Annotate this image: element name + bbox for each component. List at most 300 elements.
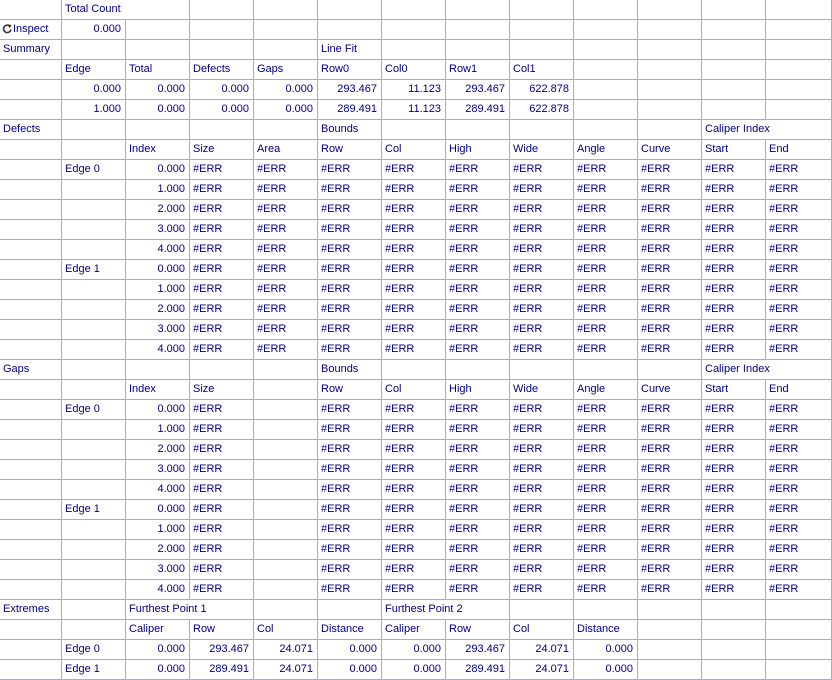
cell-r25-c11[interactable] [702, 500, 766, 520]
cell-r9-c6[interactable] [382, 180, 446, 200]
cell-r1-c12[interactable] [766, 20, 832, 40]
cell-r24-c8[interactable] [510, 480, 574, 500]
cell-r4-c11[interactable] [702, 80, 766, 100]
cell-r7-c3[interactable] [190, 140, 254, 160]
cell-r8-c11[interactable] [702, 160, 766, 180]
cell-r11-c0[interactable] [0, 220, 62, 240]
cell-r12-c3[interactable] [190, 240, 254, 260]
cell-r32-c1[interactable] [62, 640, 126, 660]
cell-r8-c2[interactable] [126, 160, 190, 180]
cell-r18-c11[interactable] [702, 360, 832, 380]
cell-r33-c11[interactable] [702, 660, 766, 680]
cell-r14-c4[interactable] [254, 280, 318, 300]
cell-r10-c11[interactable] [702, 200, 766, 220]
cell-r2-c10[interactable] [638, 40, 702, 60]
cell-r3-c5[interactable] [318, 60, 382, 80]
cell-r18-c0[interactable] [0, 360, 62, 380]
cell-r7-c10[interactable] [638, 140, 702, 160]
cell-r17-c3[interactable] [190, 340, 254, 360]
cell-r29-c2[interactable] [126, 580, 190, 600]
cell-r7-c6[interactable] [382, 140, 446, 160]
cell-r7-c0[interactable] [0, 140, 62, 160]
cell-r0-c6[interactable] [382, 0, 446, 20]
cell-r30-c5[interactable] [318, 600, 382, 620]
cell-r3-c3[interactable] [190, 60, 254, 80]
cell-r29-c1[interactable] [62, 580, 126, 600]
cell-r0-c11[interactable] [702, 0, 766, 20]
cell-r8-c5[interactable] [318, 160, 382, 180]
cell-r8-c1[interactable] [62, 160, 126, 180]
cell-r27-c6[interactable] [382, 540, 446, 560]
cell-r15-c1[interactable] [62, 300, 126, 320]
cell-r30-c9[interactable] [574, 600, 638, 620]
cell-r28-c4[interactable] [254, 560, 318, 580]
cell-r21-c9[interactable] [574, 420, 638, 440]
cell-r13-c3[interactable] [190, 260, 254, 280]
cell-r18-c10[interactable] [638, 360, 702, 380]
cell-r23-c3[interactable] [190, 460, 254, 480]
cell-r31-c0[interactable] [0, 620, 62, 640]
cell-r15-c10[interactable] [638, 300, 702, 320]
cell-r28-c11[interactable] [702, 560, 766, 580]
cell-r31-c11[interactable] [702, 620, 766, 640]
cell-r19-c11[interactable] [702, 380, 766, 400]
cell-r24-c12[interactable] [766, 480, 832, 500]
cell-r30-c6[interactable] [382, 600, 510, 620]
cell-r16-c8[interactable] [510, 320, 574, 340]
cell-r29-c6[interactable] [382, 580, 446, 600]
cell-r19-c10[interactable] [638, 380, 702, 400]
cell-r5-c3[interactable] [190, 100, 254, 120]
cell-r29-c0[interactable] [0, 580, 62, 600]
cell-r20-c10[interactable] [638, 400, 702, 420]
cell-r27-c10[interactable] [638, 540, 702, 560]
cell-r31-c10[interactable] [638, 620, 702, 640]
cell-r7-c4[interactable] [254, 140, 318, 160]
cell-r8-c12[interactable] [766, 160, 832, 180]
cell-r33-c8[interactable] [510, 660, 574, 680]
cell-r24-c5[interactable] [318, 480, 382, 500]
cell-r5-c10[interactable] [638, 100, 702, 120]
cell-r29-c5[interactable] [318, 580, 382, 600]
cell-r25-c8[interactable] [510, 500, 574, 520]
cell-r14-c0[interactable] [0, 280, 62, 300]
cell-r9-c4[interactable] [254, 180, 318, 200]
cell-r17-c12[interactable] [766, 340, 832, 360]
cell-r1-c8[interactable] [510, 20, 574, 40]
cell-r8-c9[interactable] [574, 160, 638, 180]
cell-r5-c9[interactable] [574, 100, 638, 120]
cell-r32-c5[interactable] [318, 640, 382, 660]
cell-r1-c6[interactable] [382, 20, 446, 40]
cell-r4-c7[interactable] [446, 80, 510, 100]
cell-r30-c8[interactable] [510, 600, 574, 620]
cell-r3-c9[interactable] [574, 60, 638, 80]
cell-r0-c12[interactable] [766, 0, 832, 20]
cell-r4-c9[interactable] [574, 80, 638, 100]
cell-r11-c10[interactable] [638, 220, 702, 240]
cell-r17-c4[interactable] [254, 340, 318, 360]
cell-r11-c8[interactable] [510, 220, 574, 240]
cell-r22-c0[interactable] [0, 440, 62, 460]
cell-r32-c11[interactable] [702, 640, 766, 660]
cell-r18-c9[interactable] [574, 360, 638, 380]
cell-r31-c3[interactable] [190, 620, 254, 640]
cell-r7-c11[interactable] [702, 140, 766, 160]
cell-r9-c2[interactable] [126, 180, 190, 200]
cell-r9-c11[interactable] [702, 180, 766, 200]
cell-r31-c12[interactable] [766, 620, 832, 640]
cell-r14-c6[interactable] [382, 280, 446, 300]
cell-r26-c5[interactable] [318, 520, 382, 540]
cell-r9-c9[interactable] [574, 180, 638, 200]
cell-r4-c6[interactable] [382, 80, 446, 100]
cell-r7-c7[interactable] [446, 140, 510, 160]
cell-r4-c8[interactable] [510, 80, 574, 100]
cell-r20-c5[interactable] [318, 400, 382, 420]
cell-r8-c4[interactable] [254, 160, 318, 180]
cell-r2-c8[interactable] [510, 40, 574, 60]
cell-r25-c9[interactable] [574, 500, 638, 520]
cell-r19-c9[interactable] [574, 380, 638, 400]
cell-r1-c4[interactable] [254, 20, 318, 40]
cell-r22-c2[interactable] [126, 440, 190, 460]
cell-r30-c0[interactable] [0, 600, 62, 620]
cell-r23-c7[interactable] [446, 460, 510, 480]
cell-r3-c11[interactable] [702, 60, 766, 80]
cell-r28-c10[interactable] [638, 560, 702, 580]
cell-r32-c7[interactable] [446, 640, 510, 660]
cell-r10-c5[interactable] [318, 200, 382, 220]
cell-r27-c3[interactable] [190, 540, 254, 560]
cell-r3-c6[interactable] [382, 60, 446, 80]
cell-r32-c2[interactable] [126, 640, 190, 660]
cell-r32-c9[interactable] [574, 640, 638, 660]
cell-r27-c7[interactable] [446, 540, 510, 560]
cell-r33-c1[interactable] [62, 660, 126, 680]
cell-r20-c9[interactable] [574, 400, 638, 420]
cell-r0-c5[interactable] [318, 0, 382, 20]
cell-r22-c4[interactable] [254, 440, 318, 460]
cell-r22-c5[interactable] [318, 440, 382, 460]
cell-r12-c5[interactable] [318, 240, 382, 260]
cell-r3-c8[interactable] [510, 60, 574, 80]
cell-r19-c6[interactable] [382, 380, 446, 400]
cell-r15-c12[interactable] [766, 300, 832, 320]
cell-r16-c4[interactable] [254, 320, 318, 340]
cell-r3-c4[interactable] [254, 60, 318, 80]
cell-r20-c12[interactable] [766, 400, 832, 420]
cell-r31-c6[interactable] [382, 620, 446, 640]
cell-r11-c4[interactable] [254, 220, 318, 240]
cell-r26-c4[interactable] [254, 520, 318, 540]
cell-r6-c9[interactable] [574, 120, 638, 140]
cell-r19-c3[interactable] [190, 380, 254, 400]
cell-r24-c4[interactable] [254, 480, 318, 500]
cell-r22-c10[interactable] [638, 440, 702, 460]
cell-r14-c7[interactable] [446, 280, 510, 300]
cell-r14-c3[interactable] [190, 280, 254, 300]
cell-r13-c6[interactable] [382, 260, 446, 280]
cell-r3-c2[interactable] [126, 60, 190, 80]
cell-r24-c2[interactable] [126, 480, 190, 500]
cell-r30-c11[interactable] [702, 600, 766, 620]
cell-r9-c3[interactable] [190, 180, 254, 200]
cell-r10-c10[interactable] [638, 200, 702, 220]
cell-r22-c11[interactable] [702, 440, 766, 460]
cell-r24-c1[interactable] [62, 480, 126, 500]
cell-r26-c12[interactable] [766, 520, 832, 540]
cell-r5-c6[interactable] [382, 100, 446, 120]
cell-r23-c1[interactable] [62, 460, 126, 480]
cell-r32-c3[interactable] [190, 640, 254, 660]
cell-r23-c2[interactable] [126, 460, 190, 480]
cell-r12-c1[interactable] [62, 240, 126, 260]
cell-r8-c7[interactable] [446, 160, 510, 180]
cell-r9-c5[interactable] [318, 180, 382, 200]
cell-r1-c5[interactable] [318, 20, 382, 40]
cell-r19-c1[interactable] [62, 380, 126, 400]
cell-r0-c10[interactable] [638, 0, 702, 20]
cell-r1-c9[interactable] [574, 20, 638, 40]
cell-r11-c5[interactable] [318, 220, 382, 240]
cell-r28-c7[interactable] [446, 560, 510, 580]
cell-r0-c8[interactable] [510, 0, 574, 20]
cell-r32-c0[interactable] [0, 640, 62, 660]
cell-r20-c11[interactable] [702, 400, 766, 420]
cell-r2-c0[interactable] [0, 40, 62, 60]
cell-r11-c3[interactable] [190, 220, 254, 240]
cell-r1-c3[interactable] [190, 20, 254, 40]
cell-r28-c1[interactable] [62, 560, 126, 580]
cell-r13-c8[interactable] [510, 260, 574, 280]
cell-r25-c10[interactable] [638, 500, 702, 520]
cell-r2-c4[interactable] [254, 40, 318, 60]
cell-r20-c2[interactable] [126, 400, 190, 420]
cell-r30-c2[interactable] [126, 600, 254, 620]
cell-r5-c0[interactable] [0, 100, 62, 120]
cell-r16-c0[interactable] [0, 320, 62, 340]
cell-r23-c11[interactable] [702, 460, 766, 480]
cell-r19-c4[interactable] [254, 380, 318, 400]
cell-r13-c10[interactable] [638, 260, 702, 280]
cell-r11-c7[interactable] [446, 220, 510, 240]
cell-r32-c8[interactable] [510, 640, 574, 660]
cell-r15-c4[interactable] [254, 300, 318, 320]
cell-r14-c10[interactable] [638, 280, 702, 300]
cell-r13-c1[interactable] [62, 260, 126, 280]
cell-r23-c9[interactable] [574, 460, 638, 480]
cell-r15-c11[interactable] [702, 300, 766, 320]
cell-r26-c2[interactable] [126, 520, 190, 540]
cell-r10-c8[interactable] [510, 200, 574, 220]
cell-r26-c6[interactable] [382, 520, 446, 540]
cell-r19-c7[interactable] [446, 380, 510, 400]
cell-r27-c9[interactable] [574, 540, 638, 560]
cell-r12-c8[interactable] [510, 240, 574, 260]
cell-r10-c3[interactable] [190, 200, 254, 220]
cell-r18-c3[interactable] [190, 360, 254, 380]
cell-r18-c6[interactable] [382, 360, 446, 380]
cell-r29-c3[interactable] [190, 580, 254, 600]
cell-r30-c1[interactable] [62, 600, 126, 620]
cell-r17-c5[interactable] [318, 340, 382, 360]
cell-r27-c12[interactable] [766, 540, 832, 560]
cell-r21-c1[interactable] [62, 420, 126, 440]
cell-r11-c12[interactable] [766, 220, 832, 240]
cell-r18-c4[interactable] [254, 360, 318, 380]
cell-r23-c5[interactable] [318, 460, 382, 480]
cell-r21-c6[interactable] [382, 420, 446, 440]
cell-r22-c7[interactable] [446, 440, 510, 460]
cell-r33-c0[interactable] [0, 660, 62, 680]
cell-r21-c8[interactable] [510, 420, 574, 440]
cell-r21-c3[interactable] [190, 420, 254, 440]
cell-r2-c12[interactable] [766, 40, 832, 60]
cell-r17-c6[interactable] [382, 340, 446, 360]
cell-r2-c3[interactable] [190, 40, 254, 60]
cell-r2-c9[interactable] [574, 40, 638, 60]
cell-r1-c7[interactable] [446, 20, 510, 40]
cell-r15-c9[interactable] [574, 300, 638, 320]
cell-r21-c12[interactable] [766, 420, 832, 440]
cell-r31-c5[interactable] [318, 620, 382, 640]
cell-r22-c6[interactable] [382, 440, 446, 460]
cell-r15-c7[interactable] [446, 300, 510, 320]
cell-r31-c1[interactable] [62, 620, 126, 640]
cell-r17-c0[interactable] [0, 340, 62, 360]
cell-r27-c2[interactable] [126, 540, 190, 560]
cell-r5-c5[interactable] [318, 100, 382, 120]
cell-r16-c6[interactable] [382, 320, 446, 340]
cell-r23-c0[interactable] [0, 460, 62, 480]
cell-r31-c9[interactable] [574, 620, 638, 640]
cell-r6-c4[interactable] [254, 120, 318, 140]
cell-r30-c4[interactable] [254, 600, 318, 620]
cell-r33-c4[interactable] [254, 660, 318, 680]
cell-r8-c0[interactable] [0, 160, 62, 180]
cell-r33-c10[interactable] [638, 660, 702, 680]
cell-r23-c12[interactable] [766, 460, 832, 480]
cell-r22-c8[interactable] [510, 440, 574, 460]
cell-r30-c12[interactable] [766, 600, 832, 620]
cell-r3-c10[interactable] [638, 60, 702, 80]
cell-r25-c1[interactable] [62, 500, 126, 520]
cell-r8-c10[interactable] [638, 160, 702, 180]
cell-r11-c2[interactable] [126, 220, 190, 240]
cell-r17-c11[interactable] [702, 340, 766, 360]
cell-r27-c0[interactable] [0, 540, 62, 560]
cell-r26-c10[interactable] [638, 520, 702, 540]
cell-r12-c10[interactable] [638, 240, 702, 260]
cell-r24-c10[interactable] [638, 480, 702, 500]
cell-r28-c2[interactable] [126, 560, 190, 580]
cell-r1-c0[interactable] [0, 20, 62, 40]
cell-r33-c9[interactable] [574, 660, 638, 680]
cell-r18-c5[interactable] [318, 360, 382, 380]
cell-r20-c0[interactable] [0, 400, 62, 420]
cell-r9-c8[interactable] [510, 180, 574, 200]
cell-r13-c4[interactable] [254, 260, 318, 280]
cell-r10-c4[interactable] [254, 200, 318, 220]
cell-r16-c9[interactable] [574, 320, 638, 340]
cell-r4-c5[interactable] [318, 80, 382, 100]
cell-r7-c12[interactable] [766, 140, 832, 160]
cell-r6-c1[interactable] [62, 120, 126, 140]
cell-r27-c4[interactable] [254, 540, 318, 560]
cell-r28-c12[interactable] [766, 560, 832, 580]
cell-r13-c2[interactable] [126, 260, 190, 280]
cell-r26-c1[interactable] [62, 520, 126, 540]
cell-r17-c7[interactable] [446, 340, 510, 360]
cell-r28-c5[interactable] [318, 560, 382, 580]
cell-r28-c0[interactable] [0, 560, 62, 580]
cell-r15-c8[interactable] [510, 300, 574, 320]
cell-r22-c12[interactable] [766, 440, 832, 460]
cell-r12-c12[interactable] [766, 240, 832, 260]
cell-r5-c7[interactable] [446, 100, 510, 120]
cell-r7-c1[interactable] [62, 140, 126, 160]
cell-r4-c12[interactable] [766, 80, 832, 100]
cell-r10-c6[interactable] [382, 200, 446, 220]
cell-r16-c11[interactable] [702, 320, 766, 340]
cell-r0-c3[interactable] [190, 0, 254, 20]
cell-r26-c9[interactable] [574, 520, 638, 540]
cell-r7-c9[interactable] [574, 140, 638, 160]
cell-r2-c7[interactable] [446, 40, 510, 60]
cell-r9-c7[interactable] [446, 180, 510, 200]
cell-r19-c0[interactable] [0, 380, 62, 400]
cell-r10-c2[interactable] [126, 200, 190, 220]
cell-r6-c10[interactable] [638, 120, 702, 140]
cell-r19-c8[interactable] [510, 380, 574, 400]
cell-r22-c3[interactable] [190, 440, 254, 460]
cell-r29-c4[interactable] [254, 580, 318, 600]
cell-r5-c8[interactable] [510, 100, 574, 120]
cell-r14-c12[interactable] [766, 280, 832, 300]
cell-r12-c9[interactable] [574, 240, 638, 260]
cell-r5-c4[interactable] [254, 100, 318, 120]
cell-r25-c3[interactable] [190, 500, 254, 520]
cell-r32-c4[interactable] [254, 640, 318, 660]
cell-r29-c9[interactable] [574, 580, 638, 600]
cell-r0-c4[interactable] [254, 0, 318, 20]
cell-r33-c6[interactable] [382, 660, 446, 680]
cell-r20-c1[interactable] [62, 400, 126, 420]
cell-r5-c2[interactable] [126, 100, 190, 120]
cell-r10-c7[interactable] [446, 200, 510, 220]
cell-r18-c1[interactable] [62, 360, 126, 380]
cell-r31-c2[interactable] [126, 620, 190, 640]
cell-r4-c10[interactable] [638, 80, 702, 100]
cell-r14-c8[interactable] [510, 280, 574, 300]
cell-r16-c2[interactable] [126, 320, 190, 340]
cell-r16-c1[interactable] [62, 320, 126, 340]
cell-r17-c9[interactable] [574, 340, 638, 360]
cell-r28-c6[interactable] [382, 560, 446, 580]
cell-r20-c6[interactable] [382, 400, 446, 420]
cell-r10-c9[interactable] [574, 200, 638, 220]
cell-r16-c5[interactable] [318, 320, 382, 340]
cell-r25-c2[interactable] [126, 500, 190, 520]
cell-r8-c3[interactable] [190, 160, 254, 180]
cell-r18-c8[interactable] [510, 360, 574, 380]
cell-r24-c6[interactable] [382, 480, 446, 500]
cell-r6-c6[interactable] [382, 120, 446, 140]
cell-r14-c2[interactable] [126, 280, 190, 300]
cell-r23-c4[interactable] [254, 460, 318, 480]
cell-r13-c9[interactable] [574, 260, 638, 280]
